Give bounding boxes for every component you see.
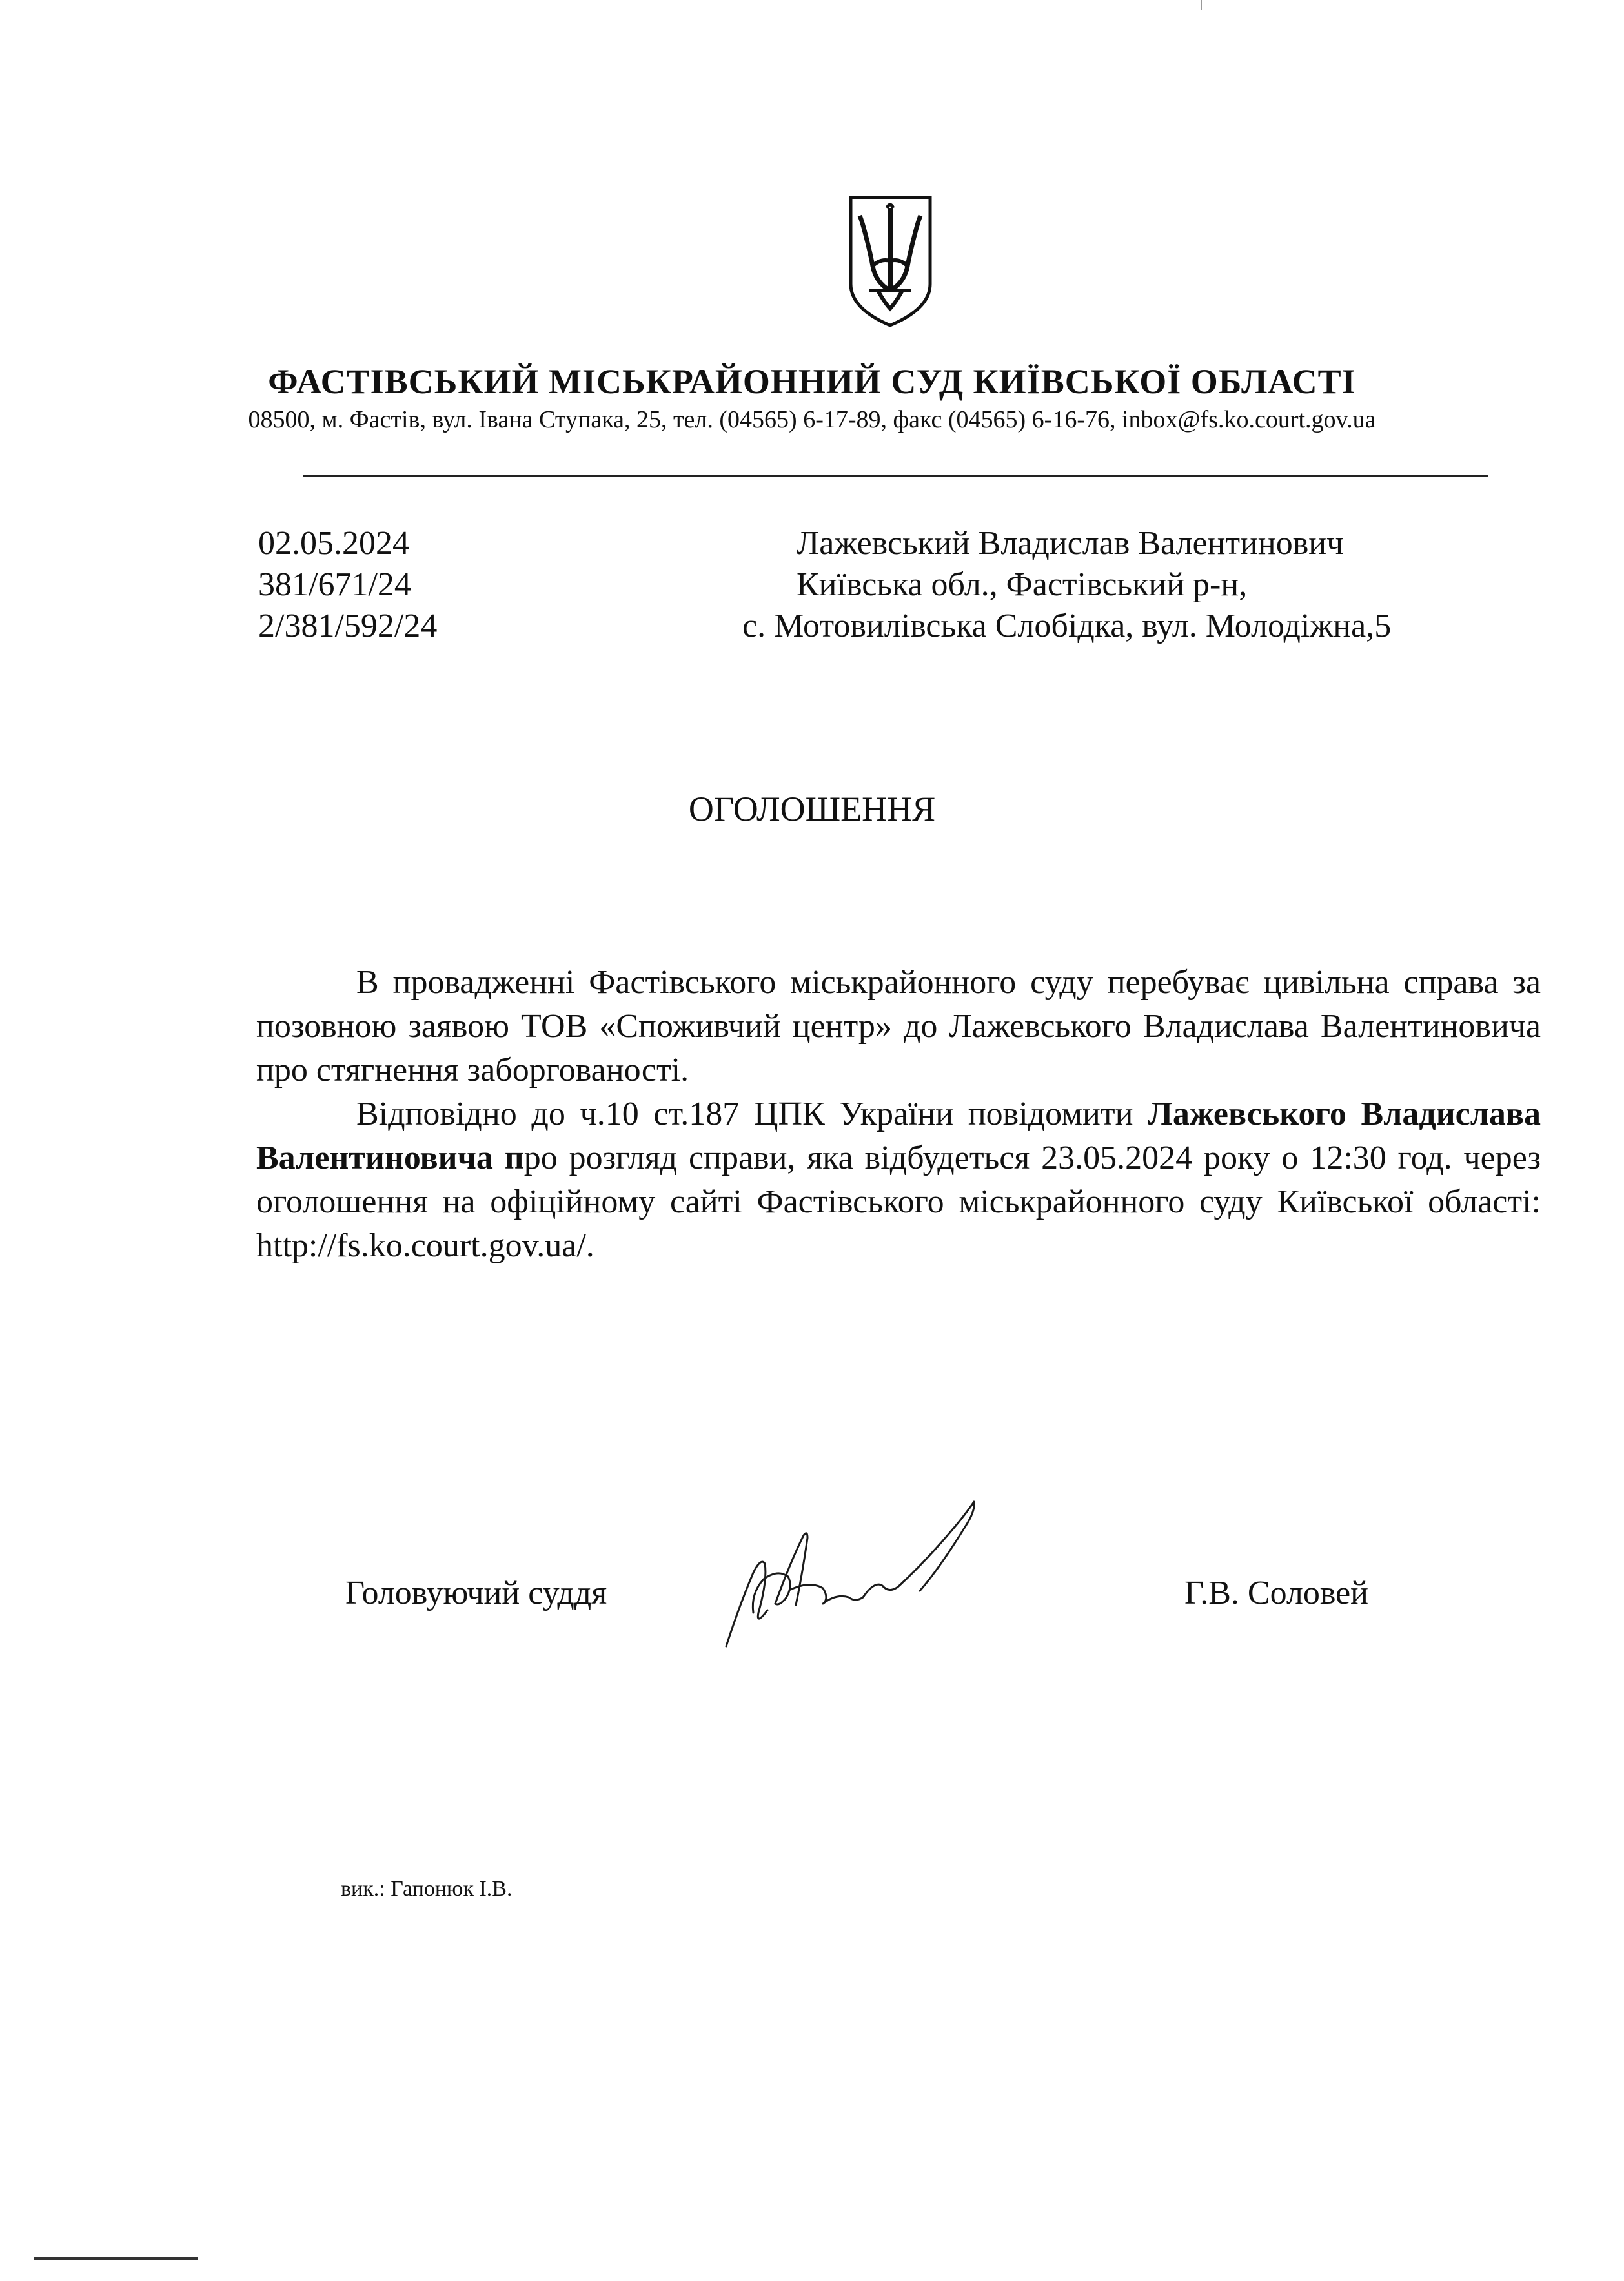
paragraph-proceedings: В провадженні Фастівського міськрайонного суду перебуває цивільна справа за позовною заявою ТОВ «Споживчий центр» до Лажевського Владислава Валентиновича про стягнення заборгованості. xyxy=(256,964,1541,1089)
addressee-name: Лажевський Владислав Валентинович xyxy=(797,525,1344,562)
document-title: ОГОЛОШЕННЯ xyxy=(688,790,936,828)
announcement-body xyxy=(256,961,1541,1268)
paragraph-notification xyxy=(256,1092,1541,1268)
court-name: ФАСТІВСЬКИЙ МІСЬКРАЙОННИЙ СУД КИЇВСЬКОЇ ОБЛАСТІ xyxy=(268,362,1356,401)
document-meta xyxy=(258,523,437,647)
signatory-role: Головуючий суддя xyxy=(345,1575,607,1611)
case-number: 2/381/592/24 xyxy=(258,608,438,644)
coat-of-arms-icon xyxy=(847,194,934,329)
addressee-address: с. Мотовилівська Слобідка, вул. Молодіжна,5 xyxy=(742,608,1392,644)
document-date: 02.05.2024 xyxy=(258,525,409,562)
signatory-name: Г.В. Соловей xyxy=(1184,1575,1368,1611)
notification-text-start: Відповідно до ч.10 ст.187 ЦПК України повідомити xyxy=(356,1096,1148,1132)
scan-artifact-mark xyxy=(1201,0,1202,10)
scan-artifact-line xyxy=(34,2257,198,2260)
addressee-region: Київська обл., Фастівський р-н, xyxy=(797,566,1248,603)
executor-note: вик.: Гапонюк І.В. xyxy=(341,1877,513,1901)
notified-person: Лажевського Владислава Валентиновича п xyxy=(256,1096,1541,1176)
handwritten-signature xyxy=(713,1497,1030,1658)
court-contacts: 08500, м. Фастів, вул. Івана Ступака, 25, тел. (04565) 6-17-89, факс (04565) 6-16-76, inbox@fs.ko.court.gov.ua xyxy=(248,406,1376,433)
header-divider xyxy=(303,475,1488,477)
outgoing-number: 381/671/24 xyxy=(258,566,411,603)
notification-text-end: ро розгляд справи, яка відбудеться 23.05.2024 року о 12:30 год. через оголошення на офіційному сайті Фастівського міськрайонного суду Київської області: http://fs.ko.court.gov.ua/. xyxy=(256,1140,1541,1264)
addressee-block xyxy=(710,523,1549,647)
